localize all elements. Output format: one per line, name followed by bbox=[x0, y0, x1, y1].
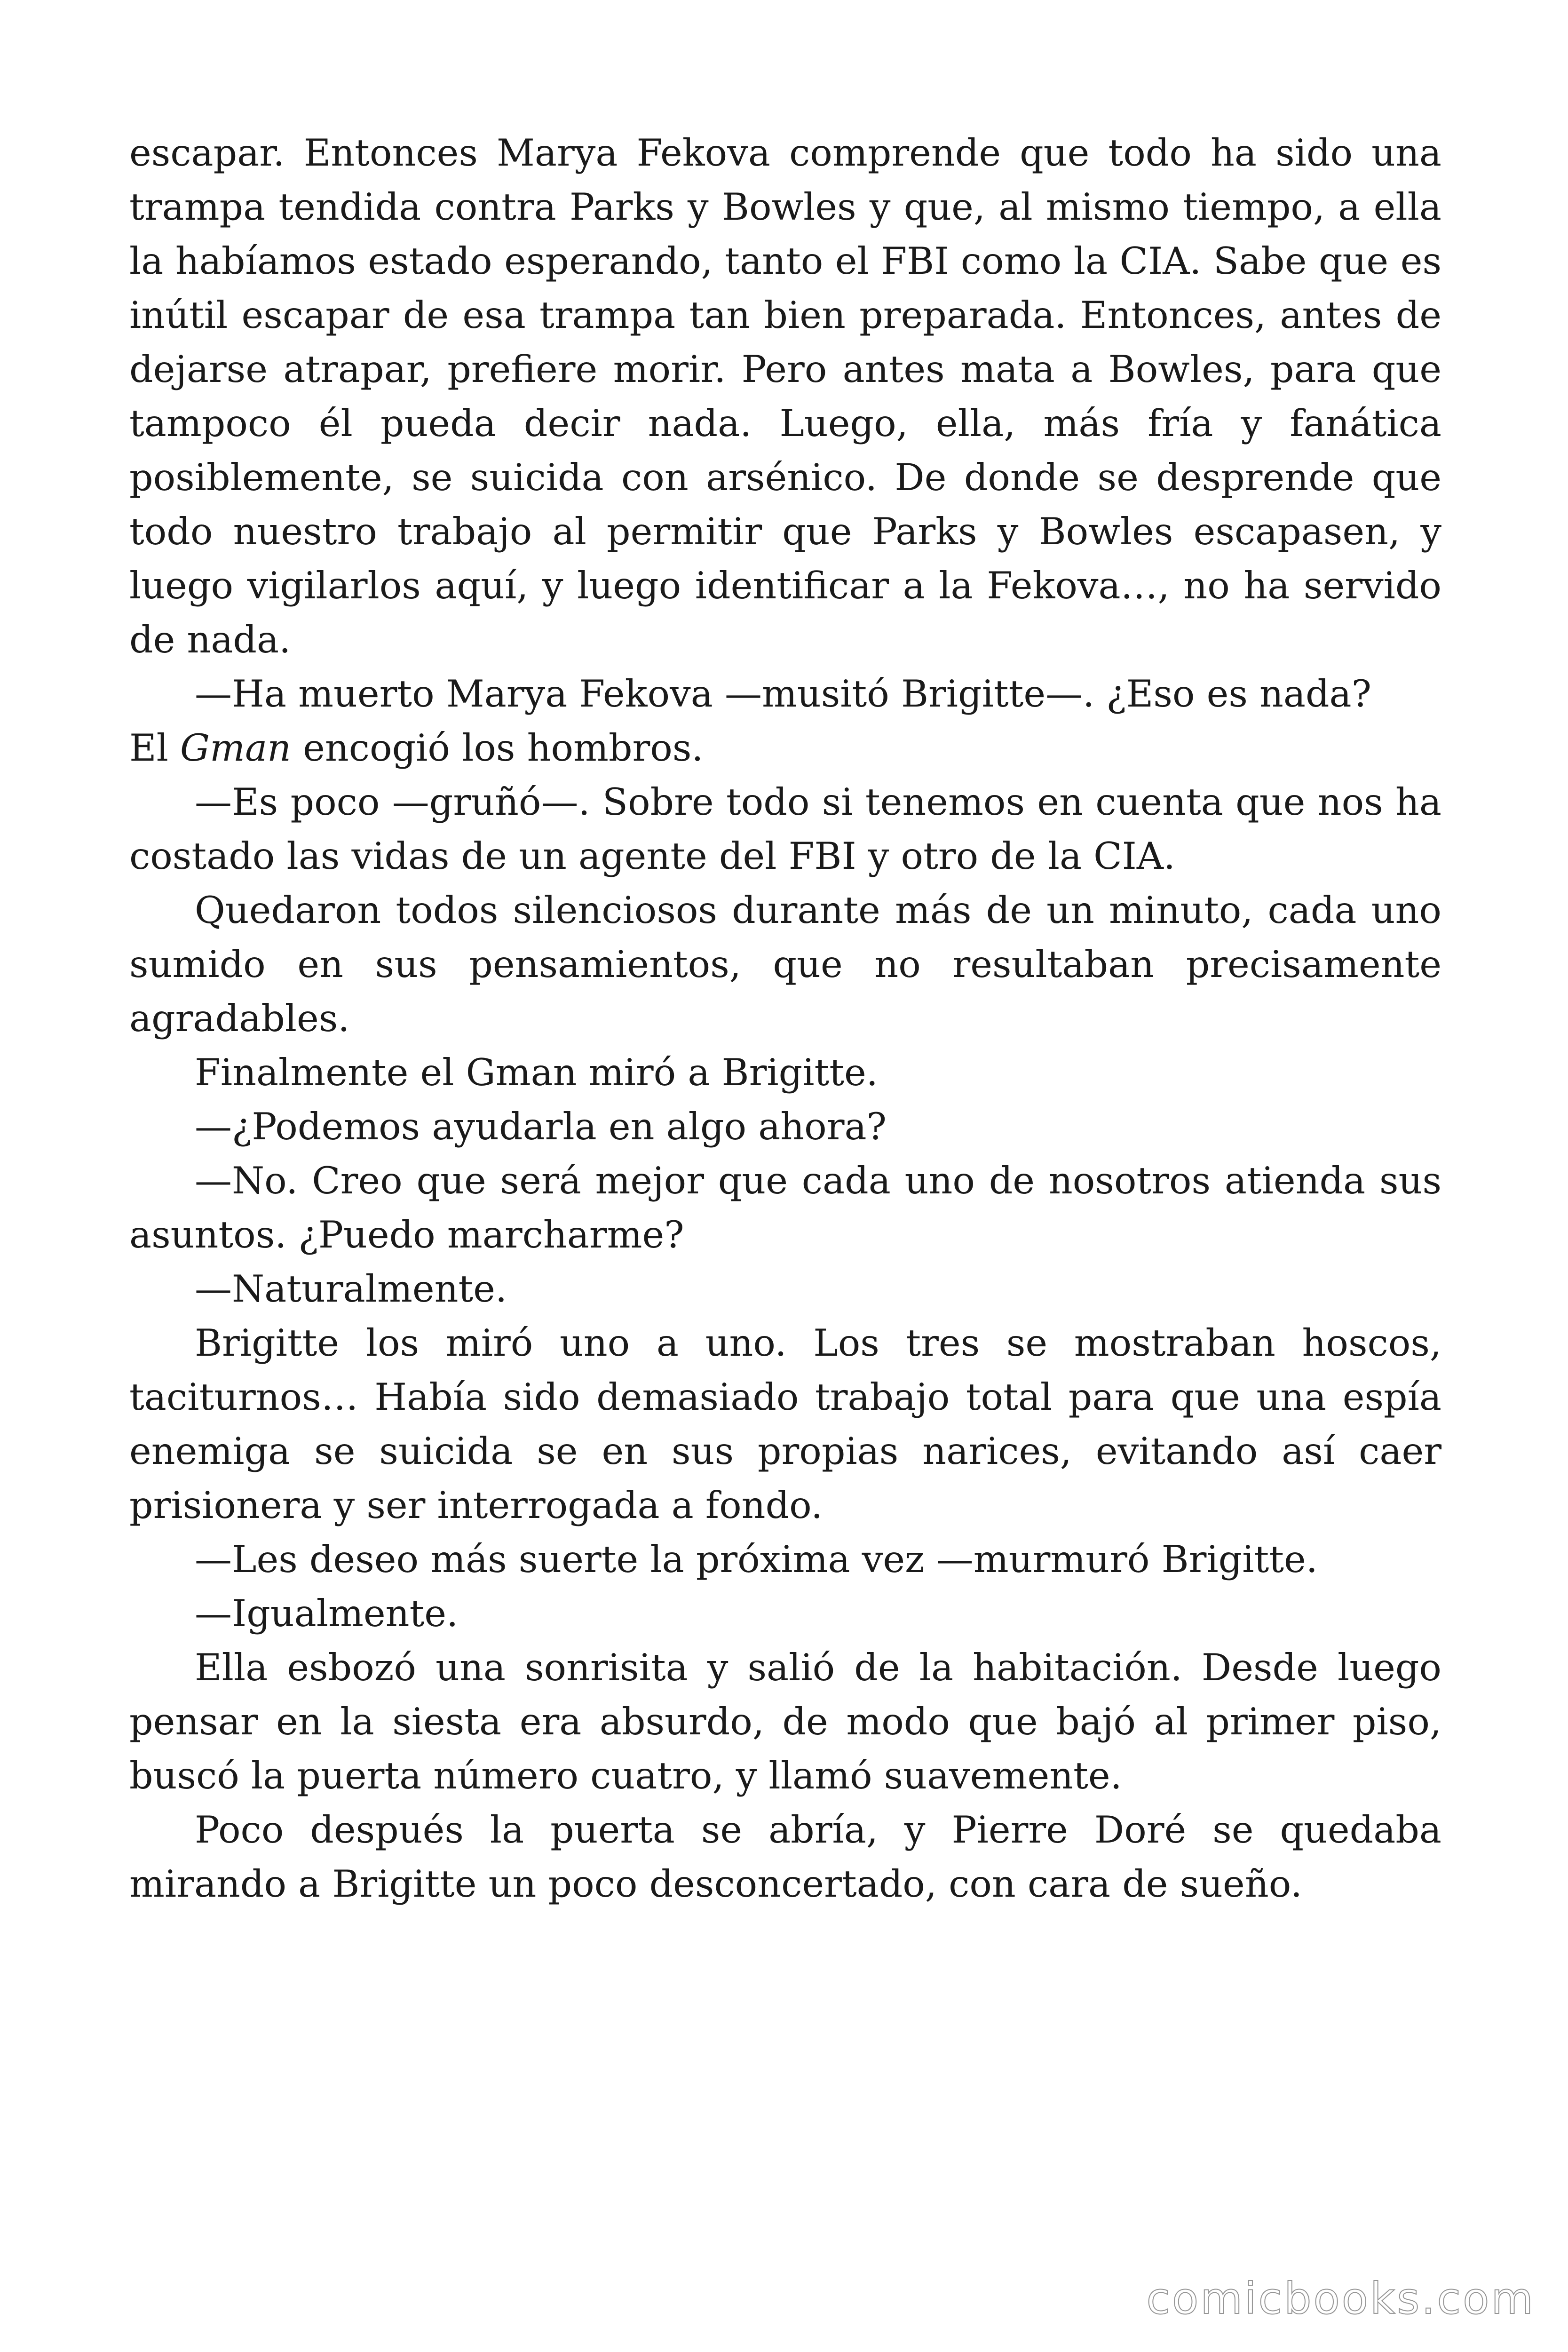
paragraph-12: Ella esbozó una sonrisita y salió de la habitación. Desde luego pensar en la siesta era absurdo, de modo que bajó al primer piso, buscó la puerta número cuatro, y llamó suavemente. bbox=[129, 1646, 1441, 1797]
paragraph-1: escapar. Entonces Marya Fekova comprende que todo ha sido una trampa tendida contra Parks y Bowles y que, al mismo tiempo, a ella la habíamos estado esperando, tanto el FBI como la CIA. Sabe que es inútil escapar de esa trampa tan bien preparada. Entonces, antes de dejarse atrapar, prefiere morir. Pero antes mata a Bowles, para que tampoco él pueda decir nada. Luego, ella, más fría y fanática posiblemente, se suicida con arsénico. De donde se desprende que todo nuestro trabajo al permitir que Parks y Bowles escapasen, y luego vigilarlos aquí, y luego identificar a la Fekova…, no ha servido de nada. bbox=[129, 131, 1441, 661]
paragraph-10: —Les deseo más suerte la próxima vez —murmuró Brigitte. bbox=[195, 1538, 1318, 1581]
paragraph-9: Brigitte los miró uno a uno. Los tres se mostraban hoscos, taciturnos… Había sido demasiado trabajo total para que una espía enemiga se suicida se en sus propias narices, evitando así caer prisionera y ser interrogada a fondo. bbox=[129, 1321, 1441, 1527]
paragraph-7: —No. Creo que será mejor que cada uno de nosotros atienda sus asuntos. ¿Puedo marcharme? bbox=[129, 1159, 1441, 1256]
paragraph-13: Poco después la puerta se abría, y Pierre Doré se quedaba mirando a Brigitte un poco desconcertado, con cara de sueño. bbox=[129, 1808, 1441, 1906]
paragraph-2: —Ha muerto Marya Fekova —musitó Brigitte—. ¿Eso es nada? bbox=[195, 672, 1372, 715]
page-body bbox=[129, 126, 1441, 1911]
paragraph-8: —Naturalmente. bbox=[195, 1267, 507, 1311]
paragraph-4: Quedaron todos silenciosos durante más de un minuto, cada uno sumido en sus pensamientos, que no resultaban precisamente agradables. bbox=[129, 889, 1441, 1040]
paragraph-3: —Es poco —gruñó—. Sobre todo si tenemos en cuenta que nos ha costado las vidas de un agente del FBI y otro de la CIA. bbox=[129, 780, 1441, 878]
gman-line-before: El bbox=[129, 726, 181, 770]
gman-line-after: encogió los hombros. bbox=[291, 726, 704, 770]
watermark: comicbooks.com bbox=[1146, 2273, 1535, 2324]
paragraph-11: —Igualmente. bbox=[195, 1592, 459, 1635]
paragraph-6: —¿Podemos ayudarla en algo ahora? bbox=[195, 1105, 887, 1148]
paragraph-5: Finalmente el Gman miró a Brigitte. bbox=[195, 1051, 878, 1094]
paragraph-gman bbox=[129, 721, 1441, 775]
gman-italic: Gman bbox=[180, 726, 292, 770]
